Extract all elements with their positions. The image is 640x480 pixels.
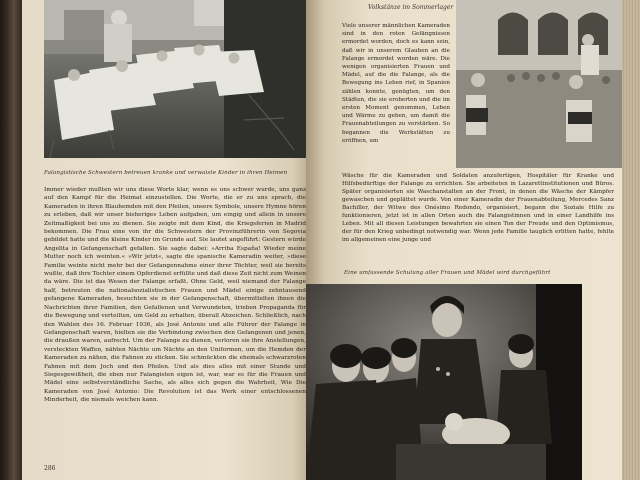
right-body-top: Viele unserer männlichen Kameraden sind in den roten Gefängnissen ermordet worden, doch es kann sein, daß wir in unserem Glauben an die Falange ermordet worden wäre. Die wenigen organisierten Frauen und Mädel, auf die die Falange, als die Bewegung ins Leben rief, in Spanien zählen konnte, genügten, um den Städten, die sie eroberten und die im ersten Moment genommen, Leben und Wärme zu geben, um damit die Frauenabteilungen zu verstärken. So begannen die Werkstätten zu eröffnen, um bbox=[342, 23, 450, 144]
right-page bbox=[306, 0, 622, 480]
photo-women-training-image bbox=[306, 284, 582, 480]
photo-caption-right: Eine umfassende Schulung aller Frauen und Mädel wird durchgeführt bbox=[344, 270, 551, 276]
left-page bbox=[22, 0, 310, 480]
left-body-text: Immer wieder mußten wir uns diese Worte klar, wenn es uns schwer wurde, uns ganz auf den Kampf für die Heimat einzustellen. Die Worte, die er zu uns sprach, die Kameraden in ihren Blauhemden mit den Pfeilen, unsere Symbole, unsere Hymne hören zu erleben, daß wir unser bisheriges Leben aufgaben, um eingig und allein in unsere Zeitmaßigkeit bei uns zu dienen. Sie zeigte mit dem Kind, die Kriegsferien in Madrid bekommen. Die Frau eine von ihr die Schwestern der Provinzführerin von Segovia gebildet hatte und die kleine Kinder im Grunde auf. Sie lautet angeführt: Gestern würde Angelita in Gefangenschaft gefallen. Sie sagte dabei: »Arriba España! Wieder meine Mutter noch ich weinten.« »Wir jetzt«, sagte die spanische Kameradin weiter, »diese Familie weinte nicht mehr bei der Gefangennahme einer ihrer Töchter, weil sie bereits wußte, daß ihre Tochter einem Opferdienst erfüllte und daß diese Zeit nicht zum Weinen da wäre. Die ist das Wesen der Falange erfaßt. Ohne Geld, weil niemand der Falange half, betreuten die nationalsozialistischen Frauen und Mädel einige zehntausend gefangene Kameraden, besuchten sie in der Gefangenschaft, übermittelten ihnen die Nachrichten ihrer Familien, den Gefallenen und Verwundeten, trieben Propaganda für die Bewegung und verteilten, um Geld zu erhalten, überall Abzeichen. Schließlich, nach den Wahlen des 16. Februar 1936, als José Antonio und alle Führer der Falange in Gefangenschaft waren, hielten sie die Verbindung zwischen den Gefangenen und jenen, die draußen waren, aufrecht. Um der Falange zu dienen, verloren sie ihre Anstellungen, versteckten Waffen, nähten Nächte um Nächte an den Uniformen, um die Hemden der Kameraden zu nähen, die Fahnen zu sticken. Sie schmückten die ehemals schwarzroten Fahnen mit dem Joch und den Pfeilen. Und als dies alles mit einer Stunde und Siegesgewißheit, die eben nur Falangisten eigen ist, war, war es für die Frauen und Mädel eine selbstverständliche Sache, als alles sich gegen die Wahrheit, Wie Die Kameraden von José Antonio: Die Revolution ist das Werk einer entschlossenen Minderheit, die niemals weichen kann. bbox=[44, 187, 306, 404]
photo-nurses-children bbox=[44, 0, 306, 158]
right-body-full: Wäsche für die Kameraden und Soldaten anzufertigen, Hospitäler für Kranke und Hilfsbedürftige der Falange zu errichten. Sie arbeiteten in Lazarettinstitutionen und Büros. Später organisierten sie Waschanstalten an der Front, in denen die Wäsche der Kämpfer gewaschen und geplättet wurde. Von einer Kameradin der Frauenabteilung, Mercedes Sanz Bachiller, der Witwe des Onésimo Redondo, organisiert, begann die Soziale Hilfe zu funktionieren, jetzt ist in allen Orten auch die Falangistinnen und in einer Landhilfe ins Leben. Mit all diesen Leistungen bewahrten sie einen Ton der Freude und den Optimismus, der für den Krieg unbedingt notwendig war. Wenn jede Familie tauglich erlitten hatte, fehlte im allgemeinen eine junge und bbox=[342, 173, 614, 243]
photo-folk-dance bbox=[456, 0, 622, 168]
page-edges bbox=[622, 0, 640, 480]
page-number-left: 286 bbox=[44, 465, 56, 472]
photo-women-training bbox=[306, 284, 582, 480]
photo-nurses-children-image bbox=[44, 0, 306, 158]
photo-folk-dance-image bbox=[456, 0, 622, 168]
running-head: Volkstänze im Sommerlager bbox=[368, 4, 454, 11]
photo-caption-left: Falangistische Schwestern betreuen kranke und verwaiste Kinder in ihren Heimen bbox=[44, 170, 288, 176]
